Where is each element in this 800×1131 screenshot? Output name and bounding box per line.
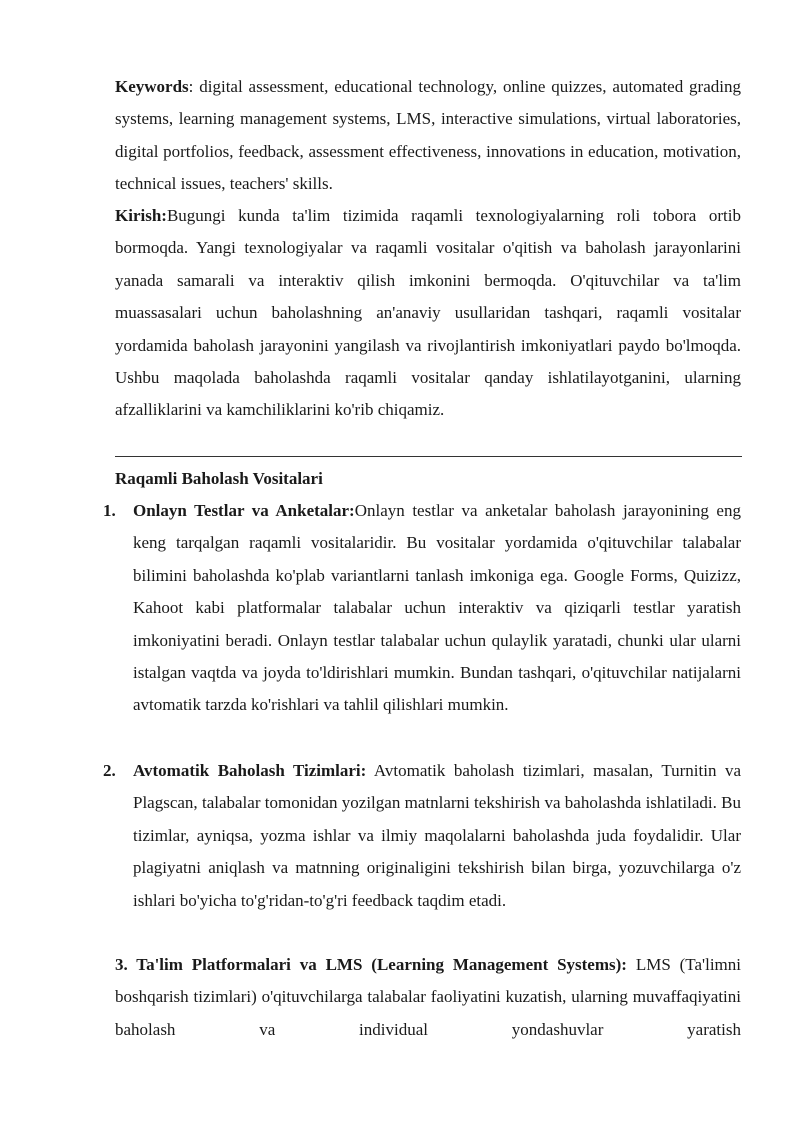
intro-text: Bugungi kunda ta'lim tizimida raqamli texnologiyalarning roli tobora ortib bormoqda. Yangi texnologiyalar va raqamli vositalar o'qitish va baholash jarayonlarini yanada samarali va interaktiv qilish imkonini bermoqda. O'qituvchilar va ta'lim muassasalari uchun baholashning an'anaviy usullaridan tashqari, raqamli vositalar yordamida baholash jarayonini yangilash va rivojlantirish imkoniyatlari paydo bo'lmoqda. Ushbu maqolada baholashda raqamli vositalar qanday ishlatilayotganini, ularning afzalliklarini va kamchiliklarini ko'rib chiqamiz.: [115, 206, 741, 420]
list-item-1-text: Onlayn testlar va anketalar baholash jarayonining eng keng tarqalgan raqamli vositalaridir. Bu vositalar yordamida o'qituvchilar talabalar bilimini baholashda ko'plab variantlarni tanlash imkoniga ega. Google Forms, Quizizz, Kahoot kabi platformalar talabalar uchun interaktiv va qiziqarli testlar yaratish imkoniyatini beradi. Onlayn testlar talabalar uchun qulaylik yaratadi, chunki ular ularni istalgan vaqtda va joyda to'ldirishlari mumkin. Bundan tashqari, o'qituvchilar natijalarni avtomatik tarzda ko'rishlari va tahlil qilishlari mumkin.: [133, 501, 741, 715]
section-heading: Raqamli Baholash Vositalari: [115, 469, 323, 488]
list-item-2-text: Avtomatik baholash tizimlari, masalan, Turnitin va Plagscan, talabalar tomonidan yozilgan matnlarni tekshirish va baholashda ishlatiladi. Bu tizimlar, ayniqsa, yozma ishlar va ilmiy maqolalarni baholashda juda foydalidir. Ular plagiyatni aniqlash va matnning originaligini tekshirish bilan birga, yozuvchilarga o'z ishlari bo'yicha to'g'ridan-to'g'ri feedback taqdim etadi.: [133, 761, 741, 910]
keywords-text: : digital assessment, educational technology, online quizzes, automated grading systems, learning management systems, LMS, interactive simulations, virtual laboratories, digital portfolios, feedback, assessment effectiveness, innovations in education, motivation, technical issues, teachers' skills.: [115, 77, 741, 194]
list-item-2-number: 2.: [103, 761, 116, 780]
list-item-3-text: LMS (Ta'limni boshqarish tizimlari) o'qituvchilarga talabalar faoliyatini kuzatish, ularning muvaffaqiyatini baholash va individual yondashuvlar yaratish: [115, 955, 741, 1039]
list-item-3-title: Ta'lim Platformalari va LMS (Learning Management Systems):: [136, 955, 627, 974]
horizontal-divider: [115, 456, 742, 457]
list-item-3-number: 3.: [115, 955, 128, 974]
list-item-2-title: Avtomatik Baholash Tizimlari:: [133, 761, 367, 780]
list-item-3: [115, 949, 741, 1046]
list-item-1-number: 1.: [103, 501, 116, 520]
keywords-paragraph: [115, 71, 741, 201]
intro-label: Kirish:: [115, 206, 167, 225]
list-item-1: [103, 495, 741, 722]
list-item-1-title: Onlayn Testlar va Anketalar:: [133, 501, 355, 520]
intro-paragraph: [115, 200, 741, 427]
list-item-2: [103, 755, 741, 917]
keywords-label: Keywords: [115, 77, 189, 96]
